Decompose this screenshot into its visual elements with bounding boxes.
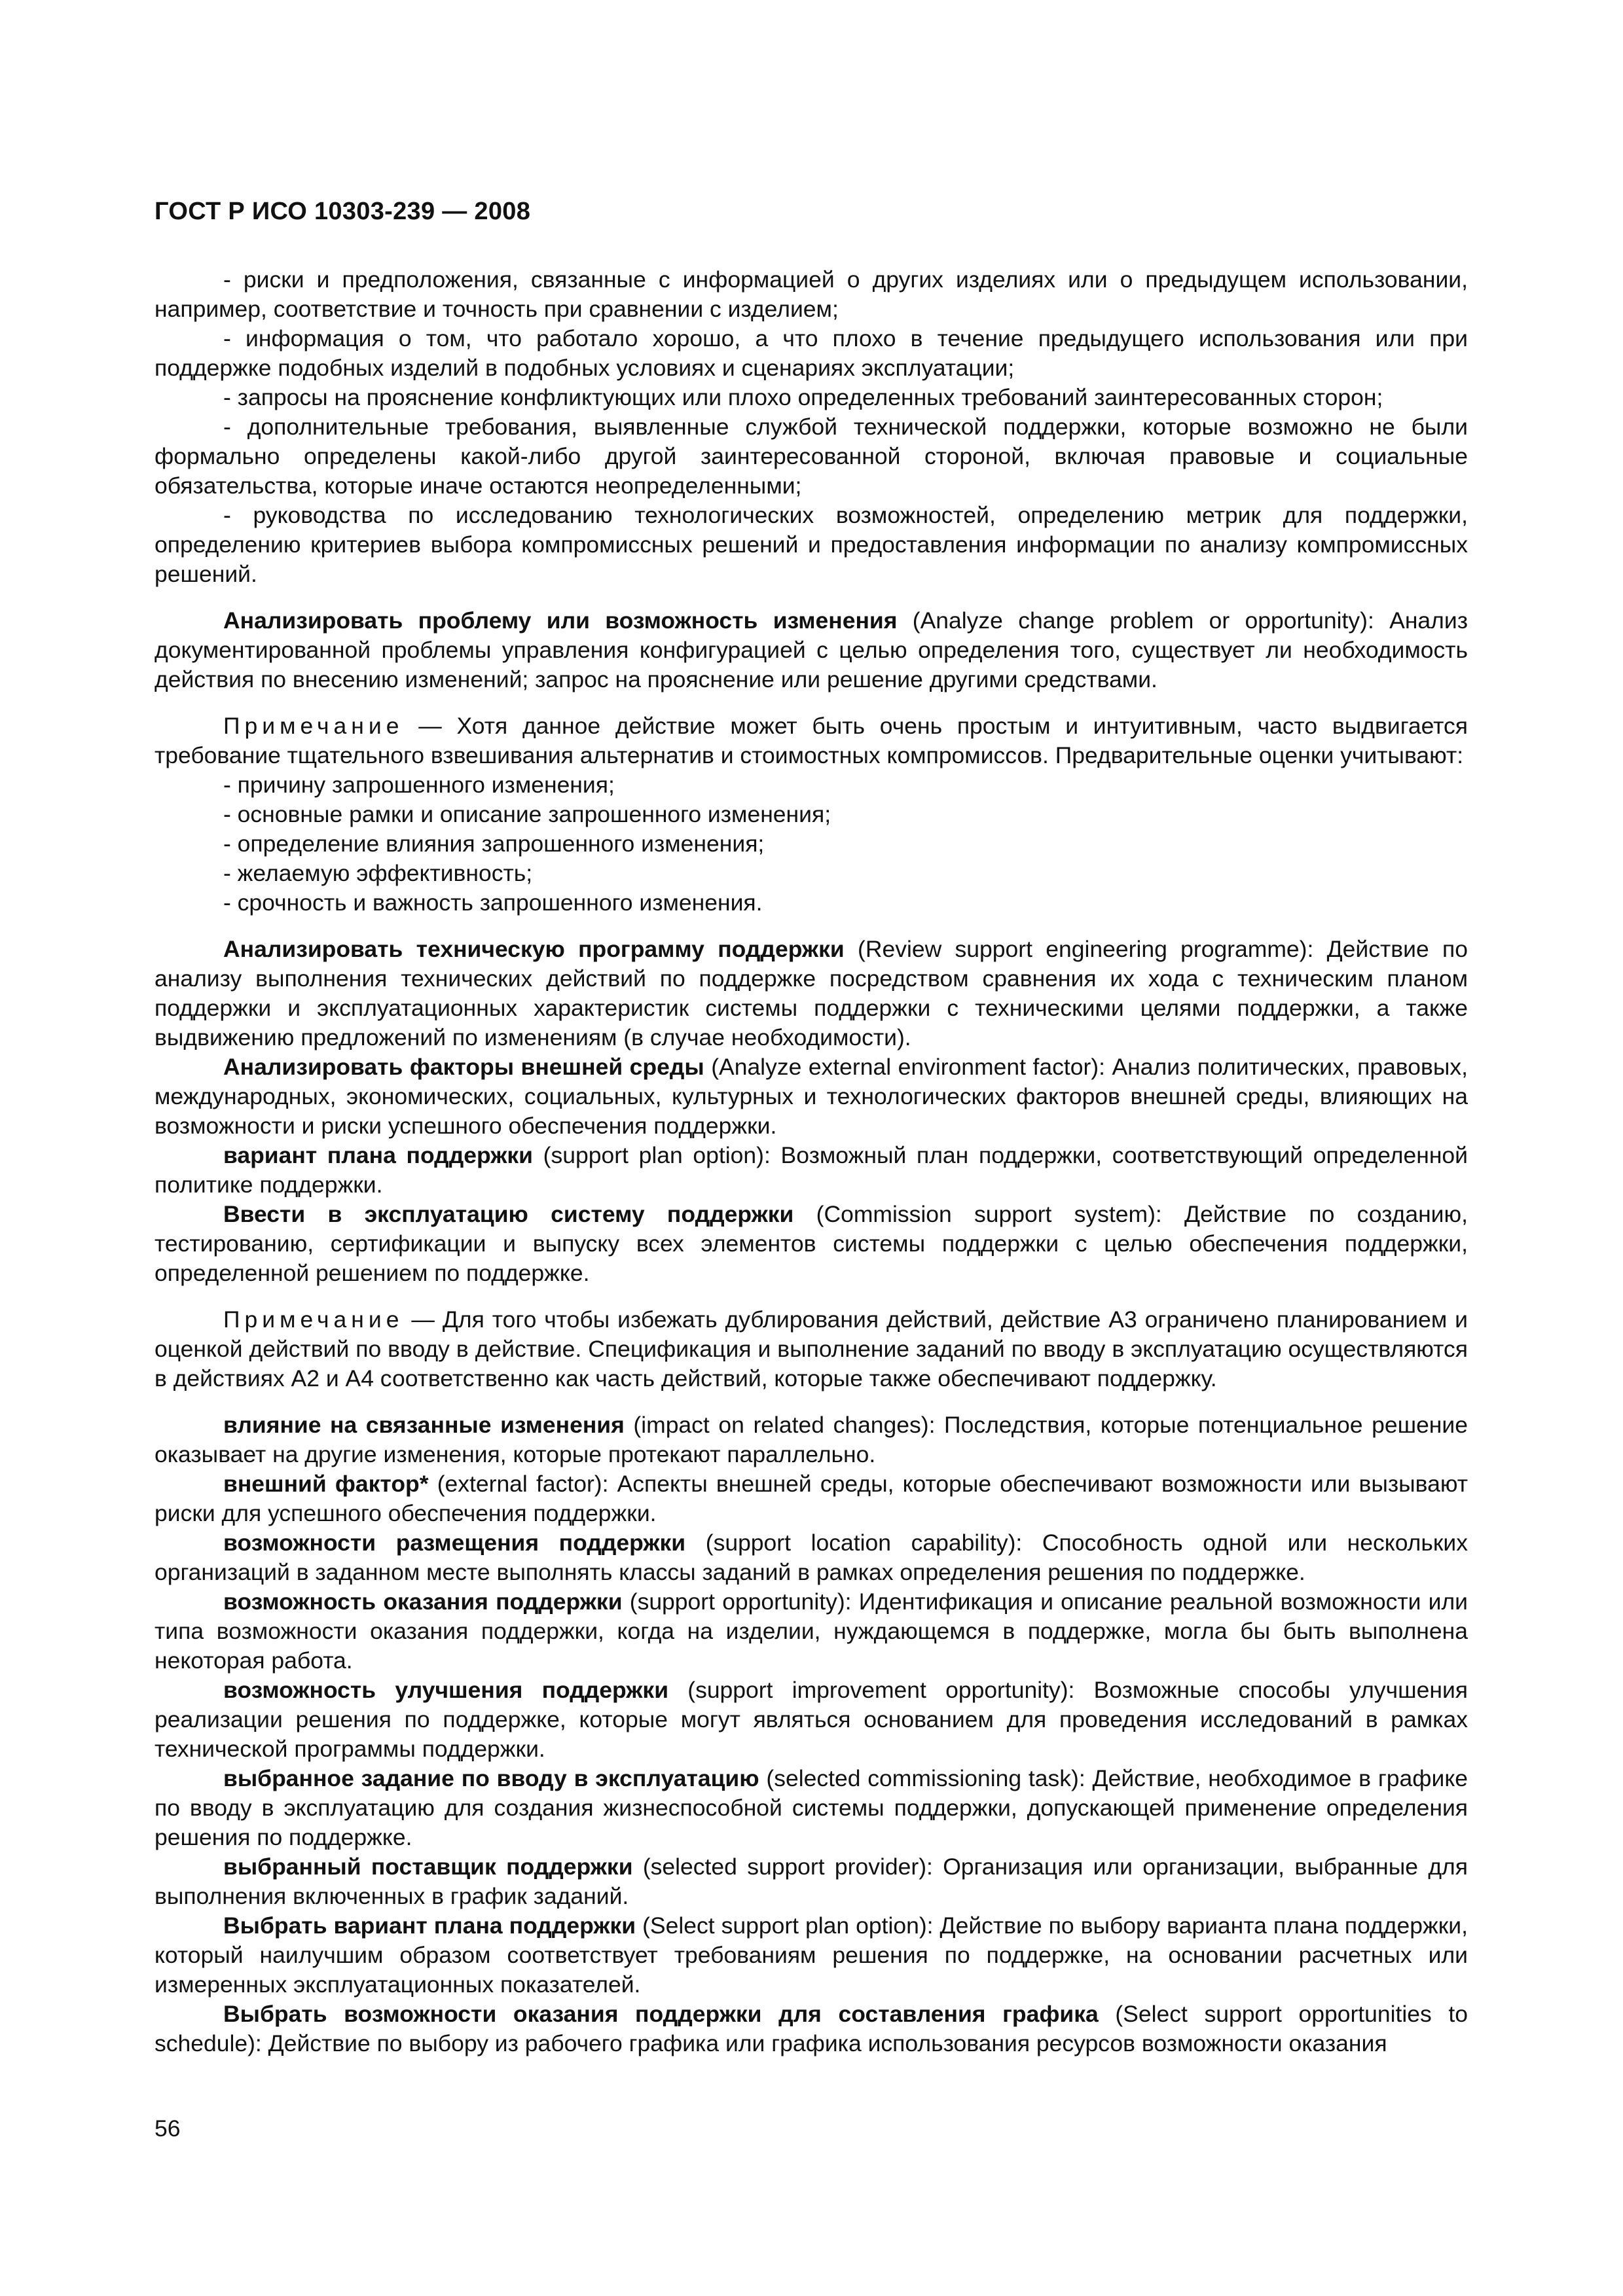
definition-text: (support location capability): Способность одной или нескольких организаций в заданном месте выполнять классы заданий в рамках определения решения по поддержке. [155,1530,1468,1585]
definition-text: (external factor): Аспекты внешней среды, которые обеспечивают возможности или вызывают риски для успешного обеспечения поддержки. [155,1471,1468,1526]
list-item: - запросы на прояснение конфликтующих или плохо определенных требований заинтересованных сторон; [223,384,1383,410]
list-item: - риски и предположения, связанные с информацией о других изделиях или о предыдущем использовании, например, соответствие и точность при сравнении с изделием; [155,266,1468,322]
definition-term: возможность оказания поддержки [223,1588,623,1615]
definition-text: (Analyze external environment factor): Анализ политических, правовых, международных, экономических, социальных, культурных и технологических факторов внешней среды, влияющих на возможности и риски успешного обеспечения поддержки. [155,1054,1468,1139]
note-list-item: - желаемую эффективность; [223,860,533,886]
definition-text: (Select support opportunities to schedule): Действие по выбору из рабочего графика или графика использования ресурсов возможности оказания [155,2001,1468,2056]
definition-term: Анализировать факторы внешней среды [223,1054,704,1080]
definition-term: выбранное задание по вводу в эксплуатацию [223,1765,759,1791]
definition [155,606,1468,694]
definition-term: возможность улучшения поддержки [223,1677,669,1703]
page-number: 56 [155,2115,181,2142]
definition-text: (Select support plan option): Действие по выбору варианта плана поддержки, который наилучшим образом соответствует требованиям решения по поддержке, на основании расчетных или измеренных эксплуатационных показателей. [155,1912,1468,1998]
definitions-group [155,935,1468,1288]
note-list-item: - определение влияния запрошенного изменения; [223,831,765,857]
definition [155,1469,1468,1528]
page-body [155,265,1468,2058]
list-item: - информация о том, что работало хорошо, а что плохо в течение предыдущего использования или при поддержке подобных изделий в подобных условиях и сценариях эксплуатации; [155,325,1468,381]
note-label: Примечание [223,1306,404,1333]
definition-term: Анализировать проблему или возможность изменения [223,607,898,634]
definition-text: (Review support engineering programme): Действие по анализу выполнения технических действий по поддержке посредством сравнения их хода с техническим планом поддержки и эксплуатационных характеристик системы поддержки с техническими целями поддержки, а также выдвижению предложений по изменениям (в случае необходимости). [155,936,1468,1050]
intro-list [155,265,1468,589]
definition [155,1528,1468,1587]
note-list-item: - срочность и важность запрошенного изменения. [223,889,763,916]
list-item: - руководства по исследованию технологических возможностей, определению метрик для поддержки, определению критериев выбора компромиссных решений и предоставления информации по анализу компромиссных решений. [155,502,1468,587]
definition-term: Ввести в эксплуатацию систему поддержки [223,1201,794,1227]
note-list-item: - основные рамки и описание запрошенного изменения; [223,801,831,827]
definition-text: (selected support provider): Организация или организации, выбранные для выполнения включенных в график заданий. [155,1854,1468,1909]
definition-term: влияние на связанные изменения [223,1412,625,1438]
definition-term: выбранный поставщик поддержки [223,1854,633,1880]
definition-term: вариант плана поддержки [223,1142,533,1168]
definition [155,1052,1468,1141]
definition-term: Анализировать техническую программу поддержки [223,936,845,962]
definition [155,2000,1468,2058]
definition-text: (support improvement opportunity): Возможные способы улучшения реализации решения по поддержке, которые могут являться основанием для проведения исследований в рамках технической программы поддержки. [155,1677,1468,1762]
note-paragraph [155,711,1468,770]
definition [155,1676,1468,1764]
definition [155,1764,1468,1852]
definition-text: (support opportunity): Идентификация и описание реальной возможности или типа возможности оказания поддержки, когда на изделии, нуждающемся в поддержке, могла бы быть выполнена некоторая работа. [155,1588,1468,1674]
definition [155,1200,1468,1288]
definition-text: (selected commissioning task): Действие, необходимое в графике по вводу в эксплуатацию для создания жизнеспособной системы поддержки, допускающей применение определения решения по поддержке. [155,1765,1468,1850]
list-item: - дополнительные требования, выявленные службой технической поддержки, которые возможно не были формально определены какой-либо другой заинтересованной стороной, включая правовые и социальные обязательства, которые иначе остаются неопределенными; [155,414,1468,499]
definition-term: внешний фактор* [223,1471,429,1497]
definition [155,1587,1468,1676]
definition [155,1852,1468,1911]
note [155,711,1468,918]
definition [155,935,1468,1052]
standard-header: ГОСТ Р ИСО 10303-239 — 2008 [155,198,531,225]
definition-term: Выбрать возможности оказания поддержки для составления графика [223,2001,1099,2027]
definition [155,1911,1468,2000]
definition-term: Выбрать вариант плана поддержки [223,1912,636,1939]
note-text: — Для того чтобы избежать дублирования действий, действие А3 ограничено планированием и оценкой действий по вводу в действие. Спецификация и выполнение заданий по вводу в эксплуатацию осуществляются в действиях А2 и А4 соответственно как часть действий, которые также обеспечивают поддержку. [155,1306,1468,1391]
definition-text: (impact on related changes): Последствия, которые потенциальное решение оказывает на другие изменения, которые протекают параллельно. [155,1412,1468,1467]
note-list-item: - причину запрошенного изменения; [223,772,615,798]
definition-text: (Analyze change problem or opportunity): Анализ документированной проблемы управления конфигурацией с целью определения того, существует ли необходимость действия по внесению изменений; запрос на прояснение или решение другими средствами. [155,607,1468,692]
definition [155,1410,1468,1469]
definition-term: возможности размещения поддержки [223,1530,686,1556]
note [155,1305,1468,1393]
definitions-group [155,1410,1468,2058]
definition-text: (support plan option): Возможный план поддержки, соответствующий определенной политике поддержки. [155,1142,1468,1198]
note-text: — Хотя данное действие может быть очень простым и интуитивным, часто выдвигается требование тщательного взвешивания альтернатив и стоимостных компромиссов. Предварительные оценки учитывают: [155,713,1468,768]
note-label: Примечание [223,713,404,739]
definition [155,1141,1468,1200]
definition-text: (Commission support system): Действие по созданию, тестированию, сертификации и выпуску всех элементов системы поддержки с целью обеспечения поддержки, определенной решением по поддержке. [155,1201,1468,1286]
